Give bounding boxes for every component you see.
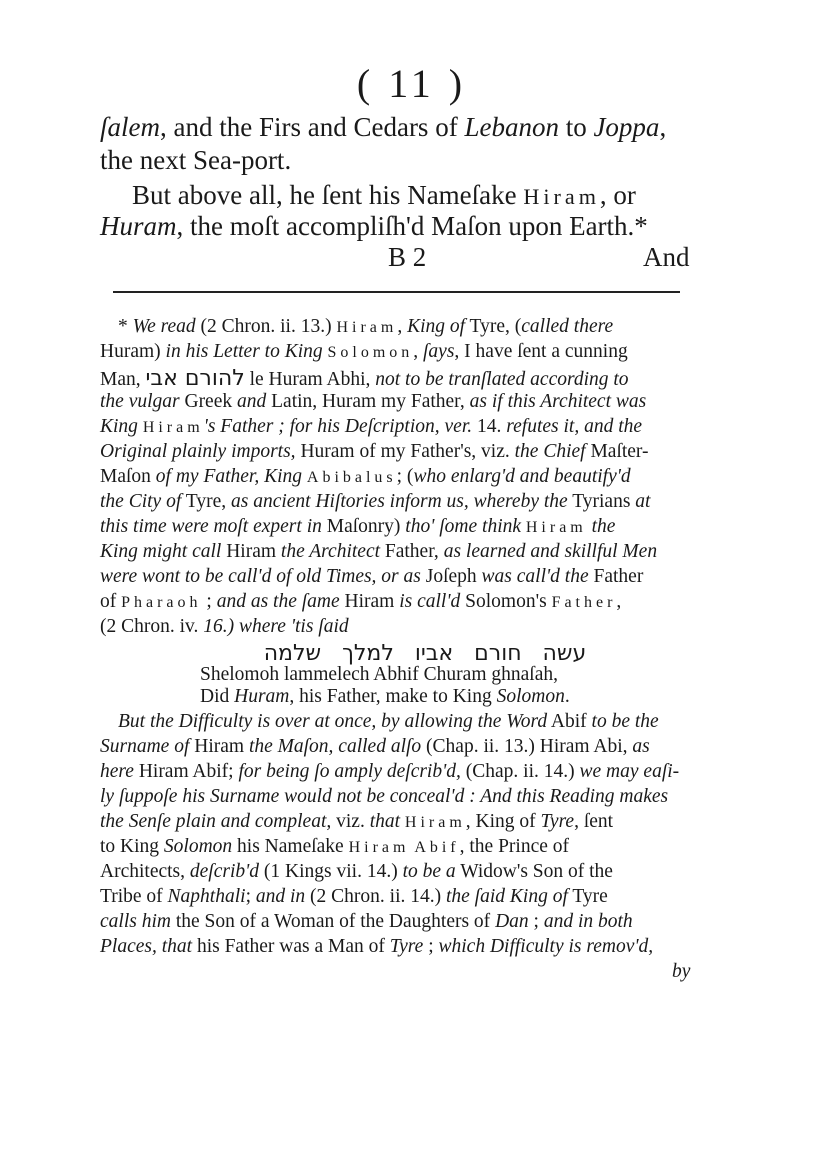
footnote-para-line-7: Architects, deſcrib'd (1 Kings vii. 14.) to be a Widow's Son of the: [100, 861, 613, 882]
footnote-line-11: were wont to be call'd of old Times, or as Joſeph was call'd the Father: [100, 566, 644, 587]
main-line-1: ſalem, and the Firs and Cedars of Lebanon to Joppa,: [100, 112, 667, 142]
footnote-line-7: Maſon of my Father, King Abibalus; (who enlarg'd and beautify'd: [100, 466, 631, 487]
footnote-line-3: Man, להורם אבי le Huram Abhi, not to be tranſlated according to: [100, 366, 629, 391]
hebrew-quote: עשה חורם אביו למלך שלמה: [263, 641, 587, 666]
footnote-line-12: of Pharaoh ; and as the ſame Hiram is call'd Solomon's Father,: [100, 591, 622, 612]
footnote-para-line-5: the Senſe plain and compleat, viz. that Hiram, King of Tyre, ſent: [100, 811, 614, 832]
footnote-line-2: Huram) in his Letter to King Solomon, ſays, I have ſent a cunning: [100, 341, 628, 362]
footnote-line-8: the City of Tyre, as ancient Hiſtories inform us, whereby the Tyrians at: [100, 491, 651, 512]
main-line-3: But above all, he ſent his Nameſake Hiram, or: [132, 180, 636, 210]
footnote-line-9: this time were moſt expert in Maſonry) tho' ſome think Hiram the: [100, 516, 616, 537]
signature-mark: B 2: [388, 242, 427, 272]
footnote-para-line-10: Places, that his Father was a Man of Tyre ; which Difficulty is remov'd,: [100, 936, 654, 957]
footnote-para-line-9: calls him the Son of a Woman of the Daughters of Dan ; and in both: [100, 911, 633, 932]
main-line-4: Huram, the moſt accompliſh'd Maſon upon Earth.*: [100, 211, 648, 241]
page-number: ( 11 ): [356, 61, 467, 106]
footnote-para-line-4: ly ſuppoſe his Surname would not be conceal'd : And this Reading makes: [100, 786, 669, 807]
footnote-line-5: King Hiram's Father ; for his Deſcription, ver. 14. refutes it, and the: [100, 416, 643, 437]
footnote-para-line-2: Surname of Hiram the Maſon, called alſo (Chap. ii. 13.) Hiram Abi, as: [100, 736, 650, 757]
footnote-line-10: King might call Hiram the Architect Father, as learned and skillful Men: [100, 541, 658, 562]
footnote-line-13: (2 Chron. iv. 16.) where 'tis ſaid: [100, 616, 349, 637]
footnote-line-1: * We read (2 Chron. ii. 13.) Hiram, King of Tyre, (called there: [118, 316, 614, 337]
translation: Did Huram, his Father, make to King Solomon.: [200, 686, 570, 707]
footnote-para-line-1: But the Difficulty is over at once, by allowing the Word Abif to be the: [118, 711, 659, 732]
footnote-para-line-8: Tribe of Naphthali; and in (2 Chron. ii. 14.) the ſaid King of Tyre: [100, 886, 608, 907]
catchword-footnote: by: [672, 961, 691, 982]
footnote-line-4: the vulgar Greek and Latin, Huram my Father, as if this Architect was: [100, 391, 647, 412]
footnote-para-line-3: here Hiram Abif; for being ſo amply deſcrib'd, (Chap. ii. 14.) we may eaſi-: [100, 761, 680, 782]
footnote-para-line-6: to King Solomon his Nameſake Hiram Abif, the Prince of: [100, 836, 570, 857]
catchword-main: And: [643, 242, 690, 272]
footnote-rule: [113, 291, 680, 293]
transliteration: Shelomoh lammelech Abhif Churam ghnaſah,: [200, 664, 558, 685]
main-line-2: the next Sea-port.: [100, 145, 292, 175]
footnote-line-6: Original plainly imports, Huram of my Father's, viz. the Chief Maſter-: [100, 441, 649, 462]
